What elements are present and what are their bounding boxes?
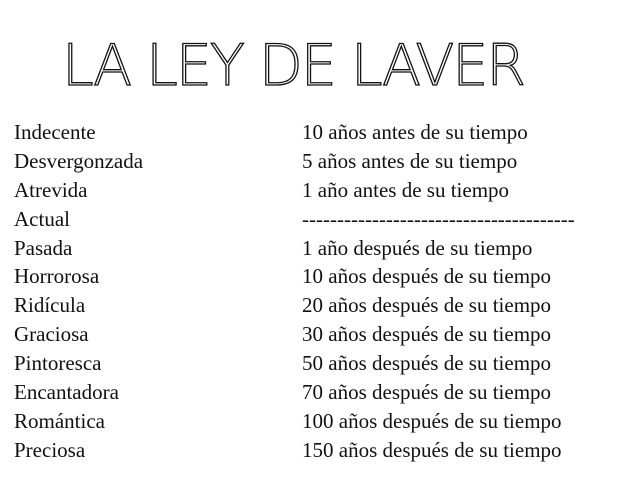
- row-term: Indecente: [14, 120, 96, 144]
- row-term: Preciosa: [14, 437, 86, 462]
- table-row: [14, 436, 614, 465]
- table-row: [14, 118, 614, 147]
- row-description: 20 años después de su tiempo: [302, 293, 552, 318]
- row-term: Ridícula: [14, 293, 86, 318]
- table-row: [14, 262, 614, 291]
- row-description: 30 años después de su tiempo: [302, 322, 552, 347]
- table-row: [14, 205, 614, 234]
- table-row: [14, 176, 614, 205]
- row-term: Graciosa: [14, 322, 89, 347]
- row-description: 10 años después de su tiempo: [302, 264, 552, 289]
- laver-law-table: [14, 118, 614, 465]
- row-term: Romántica: [14, 408, 105, 433]
- row-term: Desvergonzada: [14, 148, 144, 173]
- table-row: [14, 320, 614, 349]
- row-description: 1 año antes de su tiempo: [302, 177, 510, 202]
- row-term: Horrorosa: [14, 264, 100, 289]
- row-description: 5 años antes de su tiempo: [302, 148, 518, 173]
- page-title: LA LEY DE LAVER: [62, 33, 524, 99]
- row-description: 50 años después de su tiempo: [302, 351, 552, 376]
- table-row: [14, 234, 614, 263]
- row-term: Encantadora: [14, 380, 119, 405]
- table-row: [14, 291, 614, 320]
- row-description: 10 años antes de su tiempo: [302, 120, 528, 144]
- row-description: 70 años después de su tiempo: [302, 380, 552, 405]
- row-term: Pasada: [14, 235, 73, 260]
- table-row: [14, 349, 614, 378]
- table-row: [14, 407, 614, 436]
- table-row: [14, 147, 614, 176]
- row-description: 150 años después de su tiempo: [302, 437, 562, 462]
- row-term: Actual: [14, 206, 70, 231]
- row-description: 1 año después de su tiempo: [302, 235, 533, 260]
- row-description: 100 años después de su tiempo: [302, 408, 562, 433]
- row-term: Atrevida: [14, 177, 88, 202]
- row-description: ---------------------------------------: [302, 206, 575, 231]
- row-term: Pintoresca: [14, 351, 102, 376]
- table-row: [14, 378, 614, 407]
